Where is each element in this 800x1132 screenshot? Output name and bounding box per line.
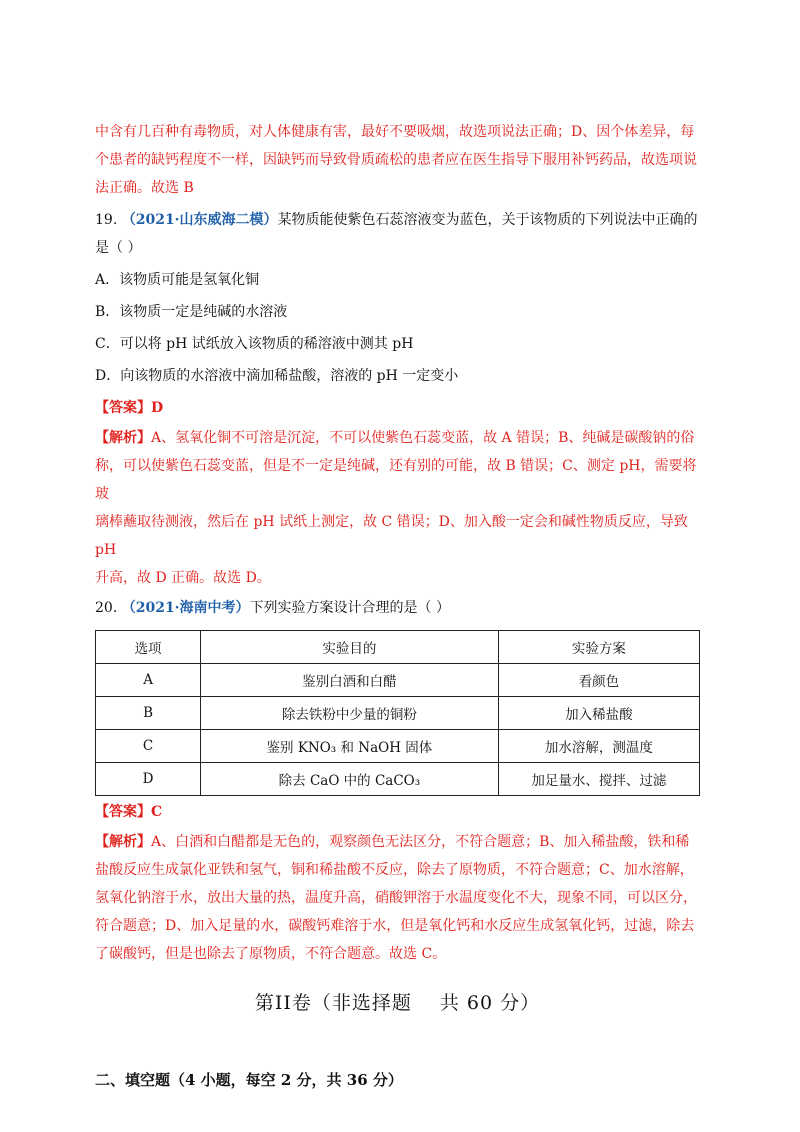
experiment-table	[95, 630, 700, 796]
analysis-line: 璃棒蘸取待测液，然后在 pH 试纸上测定，故 C 错误；D、加入酸一定会和碱性物质反应，导致 pH	[95, 514, 688, 558]
question-stem-line1: 某物质能使紫色石蕊溶液变为蓝色，关于该物质的下列说法中正确的	[277, 212, 698, 228]
previous-explanation	[95, 118, 700, 202]
table-cell: 除去铁粉中少量的铜粉	[201, 697, 499, 730]
option-a: A．该物质可能是氢氧化铜	[95, 272, 260, 288]
analysis	[95, 424, 700, 592]
explanation-line: 法正确。故选 B	[95, 180, 194, 196]
explanation-line: 中含有几百种有毒物质，对人体健康有害，最好不要吸烟，故选项说法正确；D、因个体差异，每	[95, 124, 695, 140]
explanation-line: 个患者的缺钙程度不一样，因缺钙而导致骨质疏松的患者应在医生指导下服用补钙药品，故选项说	[95, 152, 697, 168]
table-header: 实验目的	[201, 631, 499, 664]
answer-tag: 【答案】	[95, 400, 151, 416]
part-heading: 二、填空题（4 小题，每空 2 分，共 36 分）	[95, 1071, 403, 1089]
table-cell: A	[96, 664, 201, 697]
question-stem	[95, 206, 700, 234]
option-d: D．向该物质的水溶液中滴加稀盐酸，溶液的 pH 一定变小	[95, 368, 459, 384]
analysis-tag: 【解析】	[95, 430, 151, 446]
table-cell: 鉴别 KNO₃ 和 NaOH 固体	[201, 730, 499, 763]
table-cell: C	[96, 730, 201, 763]
section-title-part2: 共 60 分）	[439, 992, 541, 1014]
table-cell: 加水溶解，测温度	[498, 730, 699, 763]
analysis-line: 氢氧化钠溶于水，放出大量的热，温度升高，硝酸钾溶于水温度变化不大，现象不同，可以区分，	[95, 890, 697, 906]
answer-value: C	[151, 804, 163, 820]
table-header: 选项	[96, 631, 201, 664]
analysis-line: 称，可以使紫色石蕊变蓝，但是不一定是纯碱，还有别的可能，故 B 错误；C、测定 pH，需要将玻	[95, 458, 697, 502]
table-header: 实验方案	[498, 631, 699, 664]
question-19	[95, 206, 700, 592]
table-cell: 加入稀盐酸	[498, 697, 699, 730]
document-page	[95, 118, 700, 1090]
table-row	[96, 763, 700, 796]
answer	[95, 798, 700, 826]
section-title	[95, 988, 700, 1015]
analysis	[95, 828, 700, 968]
analysis-line: 符合题意；D、加入足量的水，碳酸钙难溶于水，但是氧化钙和水反应生成氢氧化钙，过滤，除去	[95, 918, 695, 934]
analysis-line: 盐酸反应生成氯化亚铁和氢气，铜和稀盐酸不反应，除去了原物质，不符合题意；C、加水溶解，	[95, 862, 694, 878]
table-header-row	[96, 631, 700, 664]
table-row	[96, 730, 700, 763]
analysis-line	[95, 424, 700, 452]
table-cell: B	[96, 697, 201, 730]
analysis-line: 升高，故 D 正确。故选 D。	[95, 570, 271, 586]
question-20	[95, 594, 700, 968]
answer-value: D	[151, 400, 164, 416]
question-stem	[95, 594, 700, 622]
question-stem-text: 下列实验方案设计合理的是（ ）	[249, 600, 451, 616]
question-source: （2021·海南中考）	[121, 600, 250, 616]
question-stem-line2: 是（ ）	[95, 240, 142, 256]
question-number: 20.	[95, 600, 118, 616]
answer	[95, 394, 700, 422]
table-cell: 鉴别白酒和白醋	[201, 664, 499, 697]
analysis-tag: 【解析】	[95, 834, 151, 850]
section-title-part1: 第II卷（非选择题	[254, 992, 412, 1014]
option-b: B．该物质一定是纯碱的水溶液	[95, 304, 288, 320]
table-cell: 加足量水、搅拌、过滤	[498, 763, 699, 796]
analysis-line	[95, 828, 700, 856]
table-cell: 看颜色	[498, 664, 699, 697]
table-row	[96, 664, 700, 697]
table-cell: 除去 CaO 中的 CaCO₃	[201, 763, 499, 796]
table-cell: D	[96, 763, 201, 796]
analysis-line: 了碳酸钙，但是也除去了原物质，不符合题意。故选 C。	[95, 946, 447, 962]
analysis-text: A、氢氧化铜不可溶是沉淀，不可以使紫色石蕊变蓝，故 A 错误；B、纯碱是碳酸钠的俗	[151, 430, 695, 446]
question-source: （2021·山东威海二模）	[121, 212, 278, 228]
question-number: 19.	[95, 212, 118, 228]
answer-tag: 【答案】	[95, 804, 151, 820]
analysis-text: A、白酒和白醋都是无色的，观察颜色无法区分，不符合题意；B、加入稀盐酸，铁和稀	[151, 834, 690, 850]
table-row	[96, 697, 700, 730]
option-c: C．可以将 pH 试纸放入该物质的稀溶液中测其 pH	[95, 336, 414, 352]
